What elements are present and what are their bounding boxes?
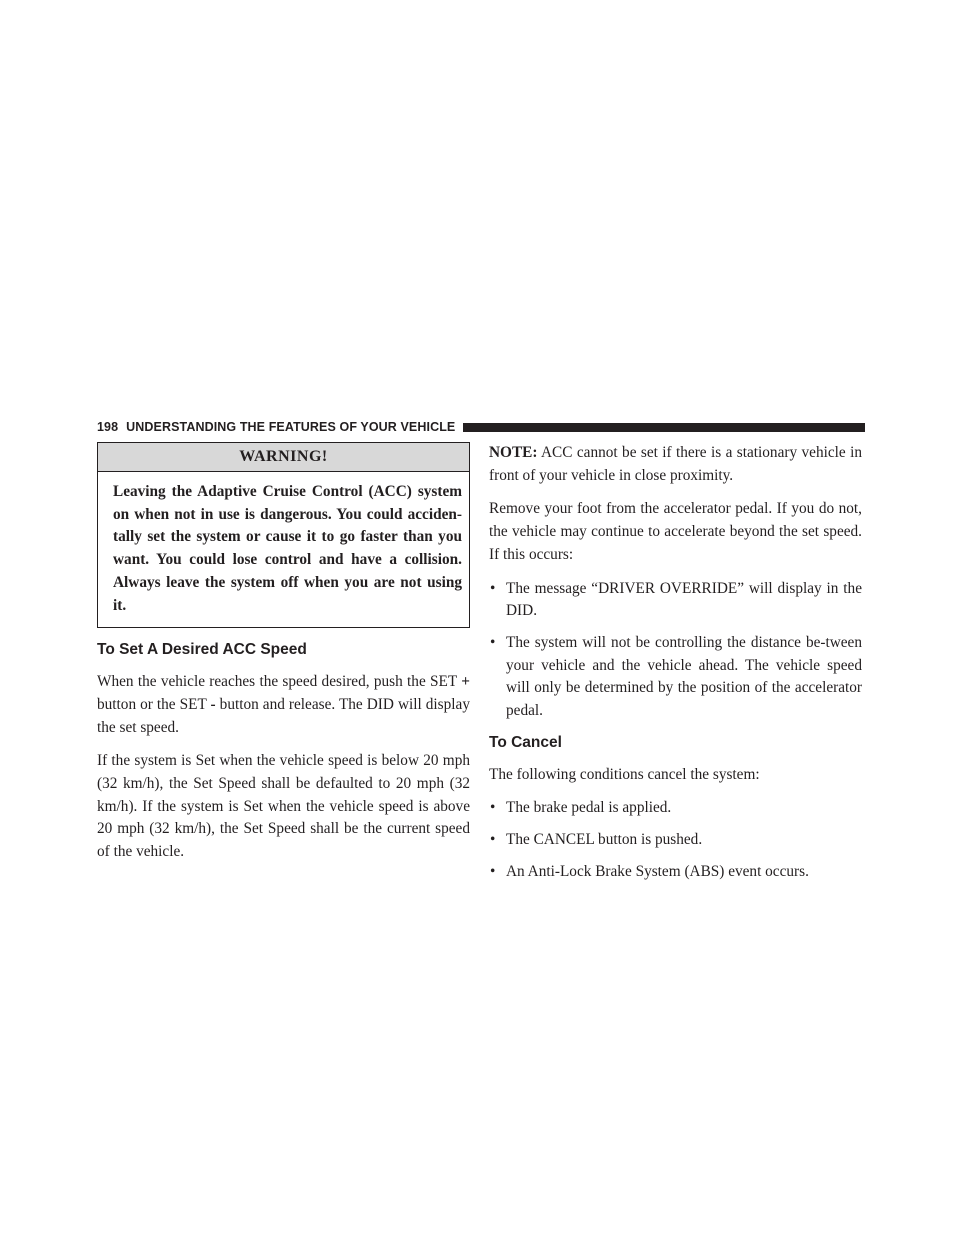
note-paragraph: [489, 442, 862, 487]
note-label: NOTE:: [489, 444, 538, 461]
set-speed-paragraph-2: If the system is Set when the vehicle speed is below 20 mph (32 km/h), the Set Speed shall be defaulted to 20 mph (32 km/h). If the system is Set when the vehicle speed is above 20 mph (32 km/h), the Set Speed shall be the current speed of the vehicle.: [97, 752, 470, 861]
warning-box: [97, 442, 470, 628]
list-item: [489, 578, 862, 623]
page-number: 198: [97, 420, 119, 434]
cancel-bullet-list: [489, 797, 862, 883]
bullet-text: The message “DRIVER OVERRIDE” will display in the DID.: [506, 579, 862, 620]
override-bullet-list: [489, 578, 862, 723]
bullet-text: An Anti-Lock Brake System (ABS) event occurs.: [506, 862, 809, 880]
set-speed-text-a: When the vehicle reaches the speed desired, push the SET: [97, 673, 462, 691]
page-header: [97, 417, 865, 437]
bullet-icon: •: [490, 579, 496, 597]
warning-text: Leaving the Adaptive Cruise Control (ACC) system on when not in use is dangerous. You could acciden-tally set the system or cause it to go faster than you want. You could lose control and have a collision. Always leave the system off when you are not using it.: [113, 483, 462, 614]
bullet-icon: •: [490, 831, 496, 849]
set-speed-text-b: button or the SET: [97, 695, 211, 713]
set-plus-symbol: +: [461, 673, 470, 691]
cancel-intro: The following conditions cancel the system:: [489, 765, 760, 783]
header-rule: [463, 423, 865, 432]
bullet-icon: •: [490, 633, 496, 651]
note-text: ACC cannot be set if there is a stationary vehicle in front of your vehicle in close proximity.: [489, 444, 862, 484]
set-speed-paragraph-1: [97, 671, 470, 739]
list-item: [489, 829, 862, 852]
right-column: [489, 442, 862, 894]
accelerator-paragraph: Remove your foot from the accelerator pedal. If you do not, the vehicle may continue to accelerate beyond the set speed. If this occurs:: [489, 500, 862, 563]
set-speed-text-c: button and release. The DID will display the set speed.: [97, 695, 470, 736]
cancel-heading: To Cancel: [489, 733, 562, 751]
bullet-text: The CANCEL button is pushed.: [506, 831, 703, 849]
bullet-icon: •: [490, 799, 496, 817]
list-item: [489, 797, 862, 820]
bullet-text: The system will not be controlling the distance be-tween your vehicle and the vehicle ahead. The vehicle speed will only be determined by the position of the accelerator pedal.: [506, 633, 862, 720]
set-speed-heading: To Set A Desired ACC Speed: [97, 641, 307, 659]
section-title: UNDERSTANDING THE FEATURES OF YOUR VEHICLE: [126, 420, 456, 434]
bullet-icon: •: [490, 862, 496, 880]
list-item: [489, 861, 862, 884]
list-item: [489, 632, 862, 723]
set-minus-symbol: -: [210, 695, 216, 713]
bullet-text: The brake pedal is applied.: [506, 799, 672, 817]
warning-title: WARNING!: [98, 443, 469, 472]
left-column: [97, 442, 470, 875]
